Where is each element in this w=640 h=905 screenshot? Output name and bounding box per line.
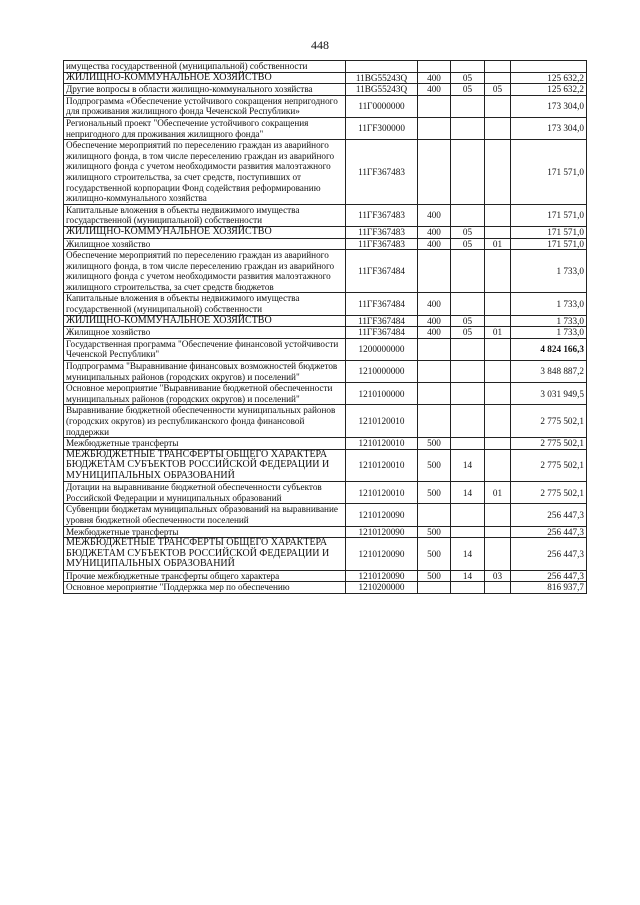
budget-table <box>63 60 587 594</box>
row-name: Основное мероприятие "Выравнивание бюджетной обеспеченности муниципальных районов (городских округов) и поселений" <box>64 383 346 405</box>
row-amount: 256 447,3 <box>511 504 587 526</box>
row-name: Жилищное хозяйство <box>64 327 346 339</box>
row-subsection <box>485 204 511 226</box>
row-code: 11ГF367484 <box>346 293 418 315</box>
row-name: МЕЖБЮДЖЕТНЫЕ ТРАНСФЕРТЫ ОБЩЕГО ХАРАКТЕРА БЮДЖЕТАМ СУБЪЕКТОВ РОССИЙСКОЙ ФЕДЕРАЦИИ И МУНИЦИПАЛЬНЫХ ОБРАЗОВАНИЙ <box>64 538 346 571</box>
row-subsection <box>485 72 511 84</box>
row-subsection: 01 <box>485 482 511 504</box>
row-section <box>451 383 485 405</box>
row-expense-type: 400 <box>418 72 451 84</box>
row-expense-type <box>418 338 451 360</box>
row-amount: 125 632,2 <box>511 72 587 84</box>
table-row <box>64 582 587 594</box>
row-code: 1210120090 <box>346 526 418 538</box>
row-expense-type: 500 <box>418 438 451 450</box>
row-amount: 256 447,3 <box>511 526 587 538</box>
row-expense-type: 500 <box>418 482 451 504</box>
row-code: 11ГF367483 <box>346 238 418 250</box>
row-expense-type <box>418 117 451 139</box>
row-expense-type <box>418 361 451 383</box>
table-row <box>64 538 587 571</box>
row-expense-type: 500 <box>418 449 451 482</box>
row-amount: 171 571,0 <box>511 204 587 226</box>
row-name: Прочие межбюджетные трансферты общего характера <box>64 570 346 582</box>
row-code: 1210100000 <box>346 383 418 405</box>
table-row <box>64 140 587 205</box>
table-row <box>64 327 587 339</box>
row-amount: 173 304,0 <box>511 117 587 139</box>
row-subsection <box>485 526 511 538</box>
row-amount: 125 632,2 <box>511 84 587 96</box>
table-row <box>64 361 587 383</box>
row-name: имущества государственной (муниципальной) собственности <box>64 61 346 73</box>
row-section <box>451 361 485 383</box>
row-subsection <box>485 361 511 383</box>
row-amount: 1 733,0 <box>511 327 587 339</box>
row-section <box>451 204 485 226</box>
row-subsection <box>485 405 511 438</box>
row-expense-type: 400 <box>418 327 451 339</box>
row-code: 11BG55243Q <box>346 84 418 96</box>
table-row <box>64 117 587 139</box>
row-amount: 2 775 502,1 <box>511 449 587 482</box>
row-section: 05 <box>451 238 485 250</box>
row-subsection <box>485 117 511 139</box>
row-code: 1210000000 <box>346 361 418 383</box>
row-subsection <box>485 315 511 327</box>
row-subsection <box>485 383 511 405</box>
row-expense-type: 400 <box>418 238 451 250</box>
table-row <box>64 405 587 438</box>
table-row <box>64 570 587 582</box>
table-row <box>64 449 587 482</box>
row-code: 11ГF367483 <box>346 204 418 226</box>
row-subsection <box>485 226 511 238</box>
row-name: Другие вопросы в области жилищно-коммунального хозяйства <box>64 84 346 96</box>
row-amount <box>511 61 587 73</box>
row-subsection <box>485 449 511 482</box>
row-section: 14 <box>451 538 485 571</box>
row-code: 11Г0000000 <box>346 95 418 117</box>
row-name: Субвенции бюджетам муниципальных образований на выравнивание уровня бюджетной обеспеченности поселений <box>64 504 346 526</box>
row-subsection: 03 <box>485 570 511 582</box>
row-code: 1210120010 <box>346 405 418 438</box>
row-name: Обеспечение мероприятий по переселению граждан из аварийного жилищного фонда, в том числе переселению граждан из аварийного жилищного фонда с учетом необходимости развития малоэтажного жилищного строительства, за счет средств бюджетов <box>64 250 346 293</box>
row-code: 11ГF367484 <box>346 315 418 327</box>
table-row <box>64 72 587 84</box>
row-expense-type: 400 <box>418 315 451 327</box>
row-name: Подпрограмма "Выравнивание финансовых возможностей бюджетов муниципальных районов (городских округов) и поселений" <box>64 361 346 383</box>
row-name: ЖИЛИЩНО-КОММУНАЛЬНОЕ ХОЗЯЙСТВО <box>64 226 346 238</box>
row-subsection <box>485 438 511 450</box>
row-amount: 256 447,3 <box>511 538 587 571</box>
row-section: 14 <box>451 570 485 582</box>
row-section: 05 <box>451 226 485 238</box>
row-amount: 3 848 887,2 <box>511 361 587 383</box>
table-row <box>64 504 587 526</box>
row-code: 1210120010 <box>346 482 418 504</box>
row-name: Жилищное хозяйство <box>64 238 346 250</box>
row-name: МЕЖБЮДЖЕТНЫЕ ТРАНСФЕРТЫ ОБЩЕГО ХАРАКТЕРА БЮДЖЕТАМ СУБЪЕКТОВ РОССИЙСКОЙ ФЕДЕРАЦИИ И МУНИЦИПАЛЬНЫХ ОБРАЗОВАНИЙ <box>64 449 346 482</box>
row-section <box>451 117 485 139</box>
row-expense-type <box>418 405 451 438</box>
row-section: 05 <box>451 327 485 339</box>
row-amount: 171 571,0 <box>511 238 587 250</box>
row-expense-type <box>418 582 451 594</box>
table-row <box>64 482 587 504</box>
row-amount: 256 447,3 <box>511 570 587 582</box>
table-row <box>64 61 587 73</box>
row-amount: 2 775 502,1 <box>511 405 587 438</box>
row-section <box>451 293 485 315</box>
table-row <box>64 383 587 405</box>
row-name: ЖИЛИЩНО-КОММУНАЛЬНОЕ ХОЗЯЙСТВО <box>64 315 346 327</box>
row-section <box>451 526 485 538</box>
row-name: Подпрограмма «Обеспечение устойчивого сокращения непригодного для проживания жилищного фонда Чеченской Республики» <box>64 95 346 117</box>
row-name: ЖИЛИЩНО-КОММУНАЛЬНОЕ ХОЗЯЙСТВО <box>64 72 346 84</box>
row-section <box>451 438 485 450</box>
row-section <box>451 61 485 73</box>
row-subsection <box>485 504 511 526</box>
row-expense-type: 400 <box>418 204 451 226</box>
table-row <box>64 250 587 293</box>
row-section: 14 <box>451 482 485 504</box>
row-subsection <box>485 95 511 117</box>
row-subsection: 05 <box>485 84 511 96</box>
row-expense-type <box>418 140 451 205</box>
row-subsection <box>485 61 511 73</box>
table-row <box>64 338 587 360</box>
row-subsection <box>485 250 511 293</box>
row-name: Дотации на выравнивание бюджетной обеспеченности субъектов Российской Федерации и муниципальных образований <box>64 482 346 504</box>
row-subsection <box>485 338 511 360</box>
table-row <box>64 315 587 327</box>
row-section <box>451 405 485 438</box>
row-amount: 1 733,0 <box>511 315 587 327</box>
row-name: Региональный проект "Обеспечение устойчивого сокращения непригодного для проживания жилищного фонда" <box>64 117 346 139</box>
row-amount: 171 571,0 <box>511 140 587 205</box>
row-expense-type: 500 <box>418 570 451 582</box>
row-name: Капитальные вложения в объекты недвижимого имущества государственной (муниципальной) собственности <box>64 293 346 315</box>
row-code: 11ГF367484 <box>346 327 418 339</box>
page-number: 448 <box>311 38 329 52</box>
row-amount: 1 733,0 <box>511 293 587 315</box>
row-name: Межбюджетные трансферты <box>64 526 346 538</box>
row-name: Выравнивание бюджетной обеспеченности муниципальных районов (городских округов) из республиканского фонда финансовой поддержки <box>64 405 346 438</box>
row-code: 1210120090 <box>346 504 418 526</box>
row-name: Капитальные вложения в объекты недвижимого имущества государственной (муниципальной) собственности <box>64 204 346 226</box>
row-section: 05 <box>451 84 485 96</box>
table-row <box>64 238 587 250</box>
row-expense-type <box>418 383 451 405</box>
row-amount: 4 824 166,3 <box>511 338 587 360</box>
table-row <box>64 526 587 538</box>
row-subsection <box>485 538 511 571</box>
row-name: Обеспечение мероприятий по переселению граждан из аварийного жилищного фонда, в том числе переселению граждан из аварийного жилищного фонда с учетом необходимости развития малоэтажного жилищного строительства, за счет средств, поступивших от государственной корпорации Фонд содействия реформированию жилищно-коммунального хозяйства <box>64 140 346 205</box>
table-row <box>64 226 587 238</box>
row-code: 11BG55243Q <box>346 72 418 84</box>
row-code: 1210120090 <box>346 538 418 571</box>
row-expense-type: 400 <box>418 293 451 315</box>
row-expense-type: 500 <box>418 526 451 538</box>
row-section <box>451 140 485 205</box>
row-subsection <box>485 582 511 594</box>
row-expense-type <box>418 504 451 526</box>
table-row <box>64 95 587 117</box>
row-name: Основное мероприятие "Поддержка мер по обеспечению <box>64 582 346 594</box>
row-expense-type: 400 <box>418 226 451 238</box>
row-code: 1210120010 <box>346 438 418 450</box>
row-code: 1200000000 <box>346 338 418 360</box>
row-amount: 816 937,7 <box>511 582 587 594</box>
row-subsection <box>485 293 511 315</box>
table-row <box>64 293 587 315</box>
row-section <box>451 338 485 360</box>
row-code: 11ГF367484 <box>346 250 418 293</box>
row-section <box>451 250 485 293</box>
row-code <box>346 61 418 73</box>
row-name: Межбюджетные трансферты <box>64 438 346 450</box>
row-expense-type: 500 <box>418 538 451 571</box>
row-subsection: 01 <box>485 327 511 339</box>
row-section <box>451 504 485 526</box>
row-code: 11ГF300000 <box>346 117 418 139</box>
table-row <box>64 438 587 450</box>
row-amount: 3 031 949,5 <box>511 383 587 405</box>
row-code: 1210120090 <box>346 570 418 582</box>
row-section: 05 <box>451 72 485 84</box>
row-code: 11ГF367483 <box>346 140 418 205</box>
row-amount: 1 733,0 <box>511 250 587 293</box>
row-expense-type <box>418 95 451 117</box>
row-subsection: 01 <box>485 238 511 250</box>
row-amount: 2 775 502,1 <box>511 438 587 450</box>
row-expense-type <box>418 61 451 73</box>
row-section: 14 <box>451 449 485 482</box>
row-expense-type <box>418 250 451 293</box>
row-code: 1210200000 <box>346 582 418 594</box>
row-expense-type: 400 <box>418 84 451 96</box>
row-section <box>451 95 485 117</box>
row-section <box>451 582 485 594</box>
table-row <box>64 204 587 226</box>
row-amount: 2 775 502,1 <box>511 482 587 504</box>
row-amount: 173 304,0 <box>511 95 587 117</box>
row-amount: 171 571,0 <box>511 226 587 238</box>
table-row <box>64 84 587 96</box>
row-name: Государственная программа "Обеспечение финансовой устойчивости Чеченской Республики" <box>64 338 346 360</box>
row-code: 11ГF367483 <box>346 226 418 238</box>
row-section: 05 <box>451 315 485 327</box>
row-subsection <box>485 140 511 205</box>
row-code: 1210120010 <box>346 449 418 482</box>
